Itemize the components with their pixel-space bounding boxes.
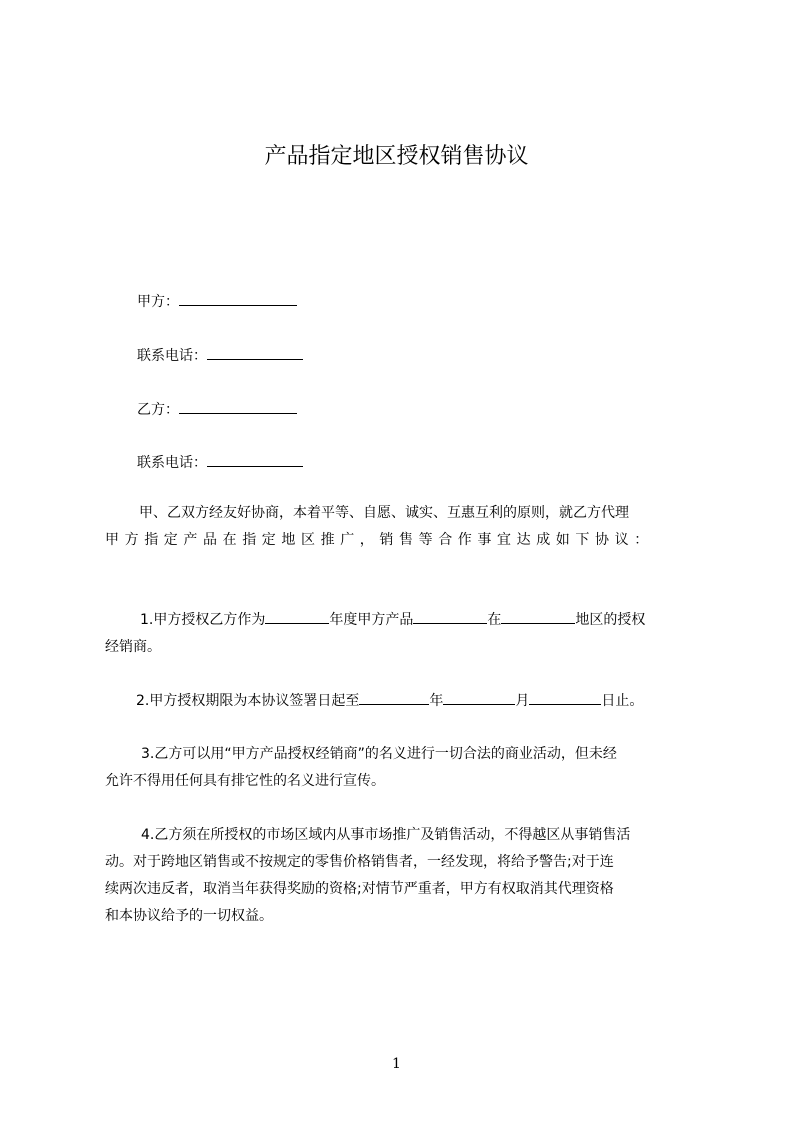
party-a-label: 甲方： <box>137 294 179 310</box>
clause-1-part-2: 年度甲方产品 <box>329 612 414 628</box>
clause-1 <box>105 607 701 661</box>
clause-2-line-1 <box>105 688 701 715</box>
clause-3-line-2: 允许不得用任何具有排它性的名义进行宣传。 <box>105 773 385 789</box>
party-b-blank[interactable] <box>179 399 297 414</box>
party-b-field <box>137 399 297 420</box>
clause-1-line-1 <box>105 607 701 634</box>
clause-1-year-blank[interactable] <box>265 610 329 624</box>
document-title: 产品指定地区授权销售协议 <box>264 144 529 169</box>
clause-1-region-blank[interactable] <box>501 610 575 624</box>
clause-2-part-1: 2.甲方授权期限为本协议签署日起至 <box>136 693 360 709</box>
intro-line-2: 甲方指定产品在指定地区推广，销售等合作事宜达成如下协议： <box>105 532 654 548</box>
clause-1-part-4: 地区的授权 <box>575 612 646 628</box>
clause-4-line-4: 和本协议给予的一切权益。 <box>105 908 273 924</box>
clause-2-year-blank[interactable] <box>359 691 429 705</box>
clause-2-day-blank[interactable] <box>529 691 601 705</box>
clause-3-line-1: 3.乙方可以用“甲方产品授权经销商”的名义进行一切合法的商业活动，但未经 <box>141 746 617 762</box>
phone-a-label: 联系电话： <box>137 348 207 364</box>
clause-2-part-4: 日止。 <box>601 693 644 709</box>
phone-b-field <box>137 452 303 473</box>
clause-4-line-1: 4.乙方须在所授权的市场区域内从事市场推广及销售活动，不得越区从事销售活 <box>141 827 631 843</box>
phone-a-blank[interactable] <box>207 345 303 360</box>
page-number: 1 <box>392 1056 401 1072</box>
clause-4-line-3: 续两次违反者，取消当年获得奖励的资格;对情节严重者，甲方有权取消其代理资格 <box>105 881 614 897</box>
clause-2-part-2: 年 <box>429 693 444 709</box>
phone-b-blank[interactable] <box>207 452 303 467</box>
party-b-label: 乙方： <box>137 402 179 418</box>
clause-3 <box>105 741 701 795</box>
clause-1-part-1: 1.甲方授权乙方作为 <box>140 612 266 628</box>
clause-1-part-3: 在 <box>487 612 502 628</box>
clause-2-month-blank[interactable] <box>443 691 515 705</box>
phone-a-field <box>137 345 303 366</box>
clause-2-part-3: 月 <box>515 693 530 709</box>
clause-2 <box>105 688 701 715</box>
clause-1-product-blank[interactable] <box>413 610 487 624</box>
clause-1-line-2: 经销商。 <box>105 639 161 655</box>
phone-b-label: 联系电话： <box>137 455 207 471</box>
intro-paragraph <box>105 500 701 554</box>
party-a-field <box>137 291 297 312</box>
intro-line-1: 甲、乙双方经友好协商，本着平等、自愿、诚实、互惠互利的原则，就乙方代理 <box>139 505 629 521</box>
party-a-blank[interactable] <box>179 291 297 306</box>
clause-4 <box>105 822 701 930</box>
clause-4-line-2: 动。对于跨地区销售或不按规定的零售价格销售者，一经发现，将给予警告;对于连 <box>105 854 614 870</box>
